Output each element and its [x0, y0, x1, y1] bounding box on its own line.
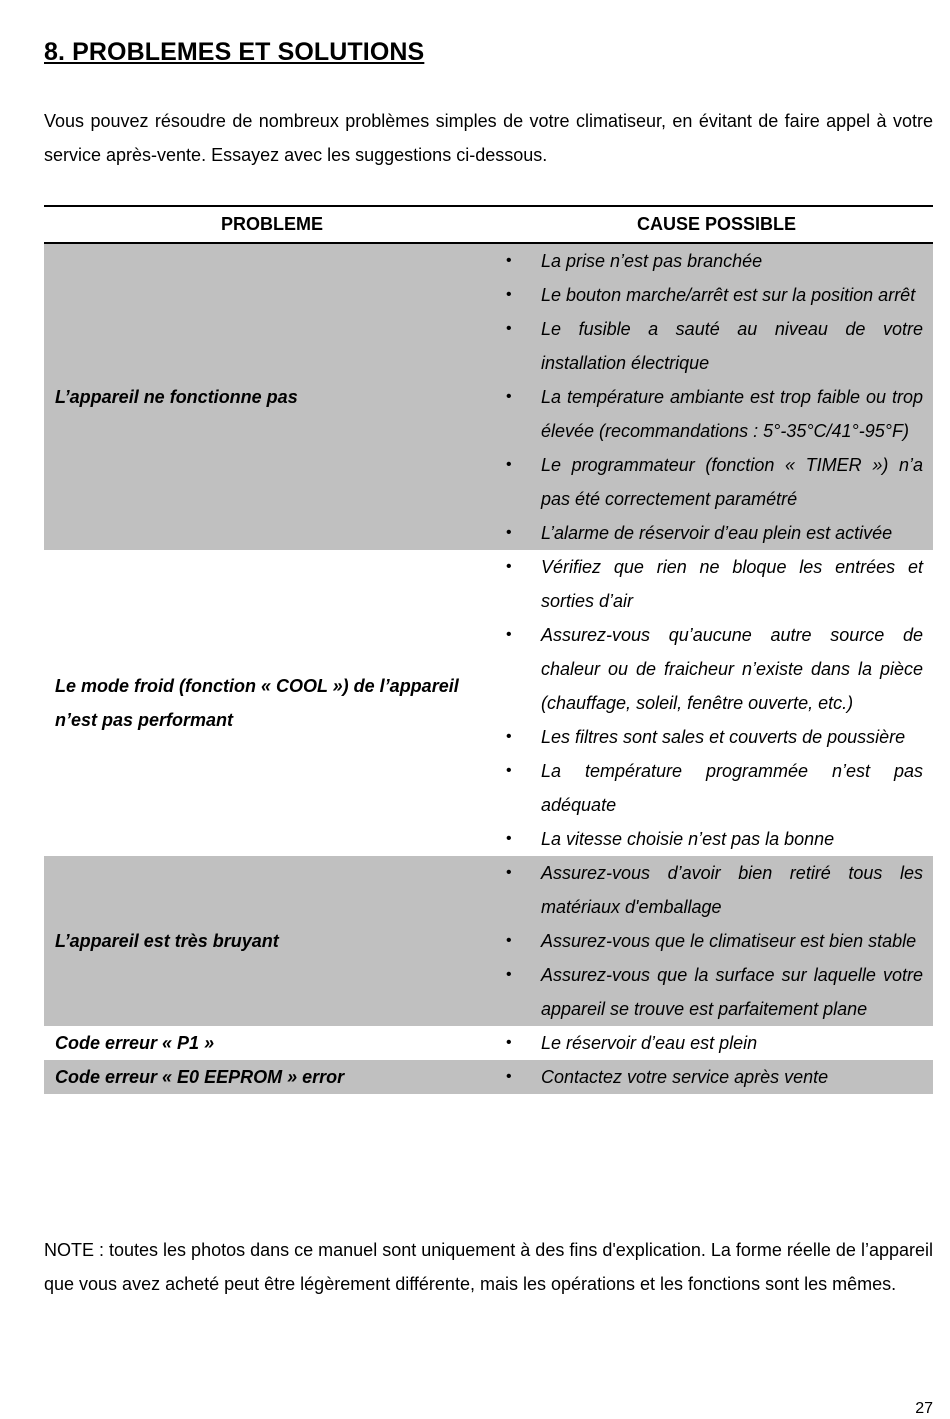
- header-problem: PROBLEME: [220, 214, 323, 234]
- troubleshooting-table: [44, 205, 933, 1094]
- cause-item: • Les filtres sont sales et couverts de poussière: [500, 720, 933, 754]
- table-row: [44, 1026, 933, 1060]
- note-paragraph: NOTE : toutes les photos dans ce manuel sont uniquement à des fins d'explication. La forme réelle de l’appareil que vous avez acheté peut être légèrement différente, mais les opérations et les fonctions sont les mêmes.: [44, 1240, 933, 1294]
- cause-list: [500, 1026, 933, 1060]
- cause-item: • La prise n’est pas branchée: [500, 244, 933, 278]
- header-cause: CAUSE POSSIBLE: [636, 214, 797, 234]
- table-row: [44, 1060, 933, 1094]
- cause-list: [500, 550, 933, 856]
- cause-item: • Contactez votre service après vente: [500, 1060, 933, 1094]
- cause-item: • La température programmée n’est pas adéquate: [500, 754, 933, 822]
- problem-cell: L’appareil est très bruyant: [55, 931, 279, 951]
- cause-item: • La température ambiante est trop faible ou trop élevée (recommandations : 5°-35°C/41°-95°F): [500, 380, 933, 448]
- intro-paragraph: Vous pouvez résoudre de nombreux problèmes simples de votre climatiseur, en évitant de faire appel à votre service après-vente. Essayez avec les suggestions ci-dessous.: [44, 111, 933, 165]
- cause-item: • Vérifiez que rien ne bloque les entrées et sorties d’air: [500, 550, 933, 618]
- section-title: 8. PROBLEMES ET SOLUTIONS: [44, 38, 425, 66]
- cause-item: • Le réservoir d’eau est plein: [500, 1026, 933, 1060]
- cause-item: • Le bouton marche/arrêt est sur la position arrêt: [500, 278, 933, 312]
- cause-item: • L’alarme de réservoir d’eau plein est activée: [500, 516, 933, 550]
- table-row: [44, 244, 933, 550]
- table-header: [44, 205, 933, 244]
- problem-cell: L’appareil ne fonctionne pas: [55, 387, 298, 407]
- cause-item: • Assurez-vous que le climatiseur est bien stable: [500, 924, 933, 958]
- cause-item: • Assurez-vous que la surface sur laquelle votre appareil se trouve est parfaitement plane: [500, 958, 933, 1026]
- problem-cell: Le mode froid (fonction « COOL ») de l’appareil n’est pas performant: [55, 676, 459, 730]
- cause-list: [500, 244, 933, 550]
- page-number: 27: [915, 1400, 933, 1417]
- cause-list: [500, 856, 933, 1026]
- cause-item: • Assurez-vous qu’aucune autre source de chaleur ou de fraicheur n’existe dans la pièce (chauffage, soleil, fenêtre ouverte, etc.): [500, 618, 933, 720]
- table-row: [44, 856, 933, 1026]
- table-row: [44, 550, 933, 856]
- cause-item: • Le fusible a sauté au niveau de votre installation électrique: [500, 312, 933, 380]
- cause-item: • La vitesse choisie n’est pas la bonne: [500, 822, 933, 856]
- cause-item: • Assurez-vous d’avoir bien retiré tous les matériaux d'emballage: [500, 856, 933, 924]
- problem-cell: Code erreur « E0 EEPROM » error: [55, 1067, 345, 1087]
- cause-list: [500, 1060, 933, 1094]
- problem-cell: Code erreur « P1 »: [55, 1033, 215, 1053]
- cause-item: • Le programmateur (fonction « TIMER ») n’a pas été correctement paramétré: [500, 448, 933, 516]
